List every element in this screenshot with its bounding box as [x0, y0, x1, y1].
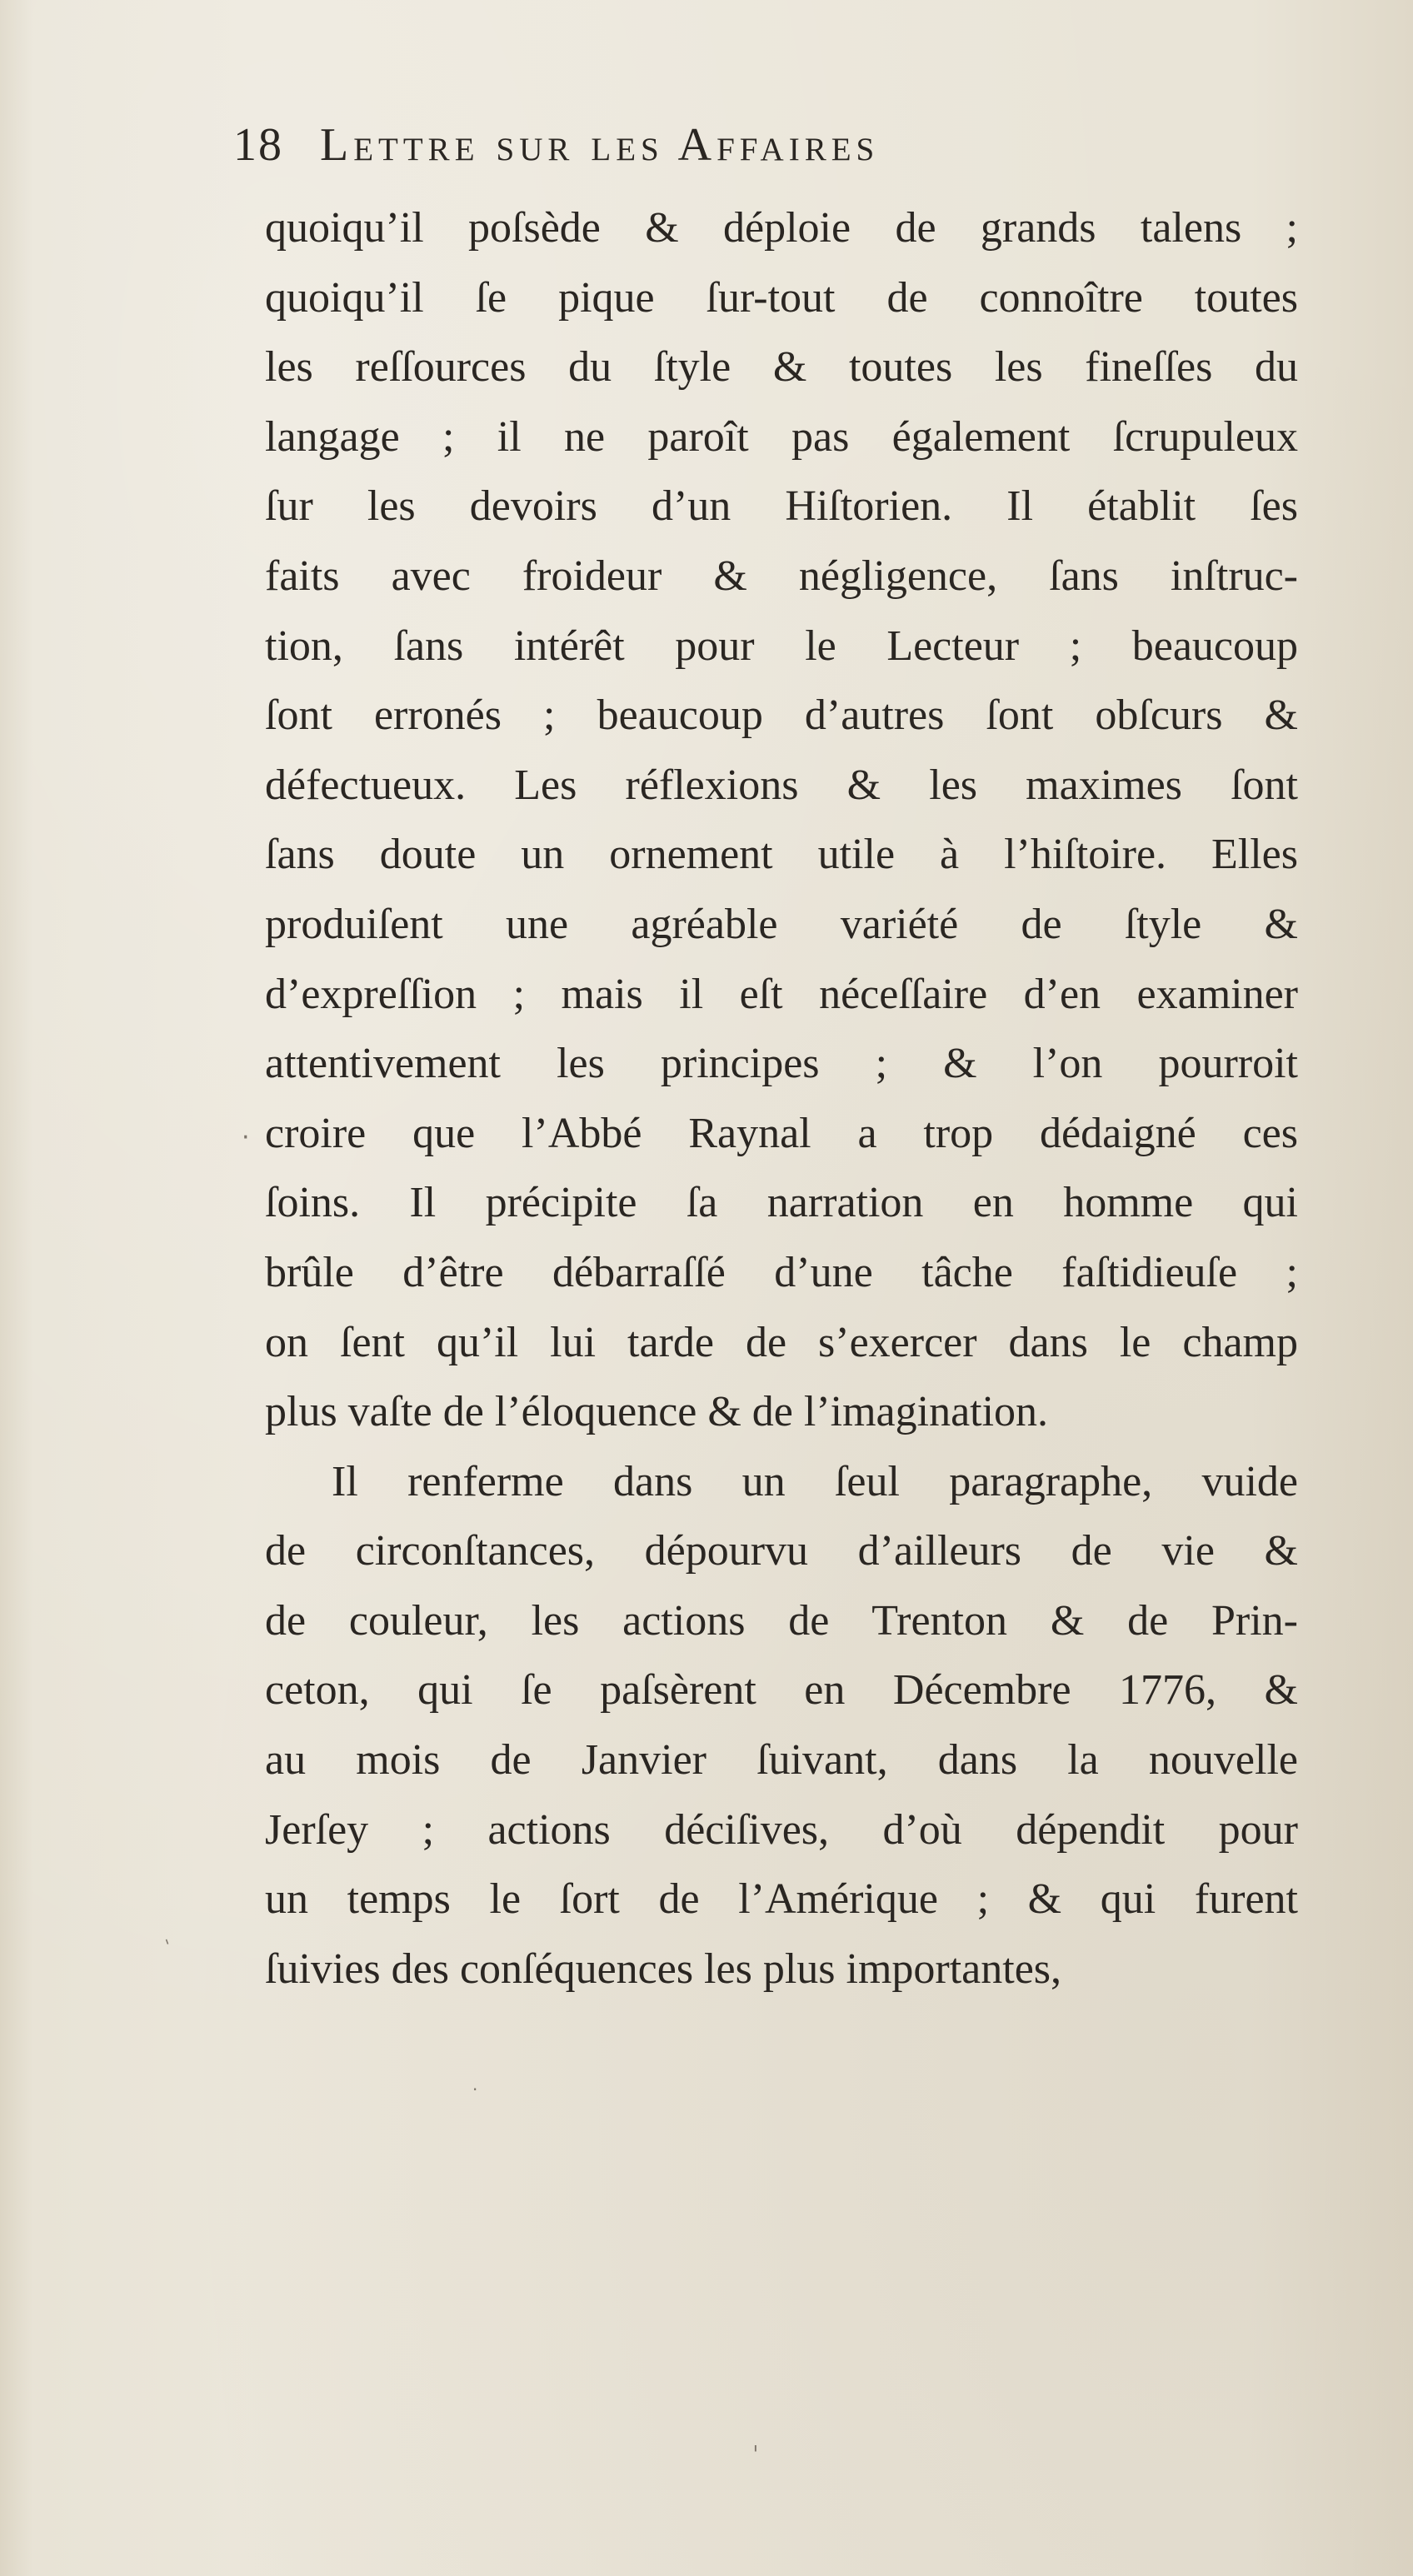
text-line: on ſent qu’il lui tarde de s’exercer dans le champ	[265, 1318, 1298, 1366]
text-line: croire que l’Abbé Raynal a trop dédaigné ces	[265, 1109, 1298, 1157]
text-line: plus vaſte de l’éloquence & de l’imagination.	[265, 1388, 1049, 1436]
text-line: défectueux. Les réflexions & les maximes ſont	[265, 761, 1298, 809]
text-line: ſont erronés ; beaucoup d’autres ſont obſcurs &	[265, 691, 1298, 740]
text-line: un temps le ſort de l’Amérique ; & qui furent	[265, 1875, 1298, 1924]
paper-speck: ·	[242, 1123, 250, 1152]
text-line: brûle d’être débarraſſé d’une tâche faſtidieuſe ;	[265, 1248, 1298, 1296]
body-text	[265, 193, 1298, 2004]
text-line: quoiqu’il poſsède & déploie de grands talens ;	[265, 204, 1298, 252]
text-line: tion, ſans intérêt pour le Lecteur ; beaucoup	[265, 622, 1298, 670]
page-number: 18	[233, 119, 283, 171]
text-line: produiſent une agréable variété de ſtyle &	[265, 900, 1298, 948]
text-line: au mois de Janvier ſuivant, dans la nouvelle	[265, 1736, 1298, 1785]
text-line: de circonſtances, dépourvu d’ailleurs de vie &	[265, 1527, 1298, 1575]
text-line: ſans doute un ornement utile à l’hiſtoire. Elles	[265, 831, 1298, 879]
text-line: Jerſey ; actions déciſives, d’où dépendit pour	[265, 1805, 1298, 1854]
text-line: ſoins. Il précipite ſa narration en homme qui	[265, 1179, 1298, 1227]
paper-speck: ˈ	[162, 1936, 176, 1959]
text-line: de couleur, les actions de Trenton & de Prin-	[265, 1596, 1298, 1645]
text-line: faits avec froideur & négligence, ſans inſtruc-	[265, 552, 1298, 600]
text-line: les reſſources du ſtyle & toutes les fineſſes du	[265, 343, 1298, 392]
running-head: Lettre sur les Affaires	[320, 119, 880, 171]
text-line: ceton, qui ſe paſsèrent en Décembre 1776, &	[265, 1666, 1298, 1715]
text-line: ſur les devoirs d’un Hiſtorien. Il établit ſes	[265, 482, 1298, 531]
paper-speck: ˈ	[752, 2441, 759, 2469]
text-line: d’expreſſion ; mais il eſt néceſſaire d’en examiner	[265, 970, 1298, 1018]
text-line: attentivement les principes ; & l’on pourroit	[265, 1040, 1298, 1088]
text-line: ſuivies des conſéquences les plus importantes,	[265, 1944, 1062, 1993]
text-line: langage ; il ne paroît pas également ſcrupuleux	[265, 412, 1298, 461]
page-header	[233, 118, 1183, 177]
paper-speck: ·	[472, 2079, 478, 2099]
text-line: quoiqu’il ſe pique ſur-tout de connoître toutes	[265, 273, 1298, 322]
text-line: Il renferme dans un ſeul paragraphe, vuide	[332, 1457, 1298, 1505]
